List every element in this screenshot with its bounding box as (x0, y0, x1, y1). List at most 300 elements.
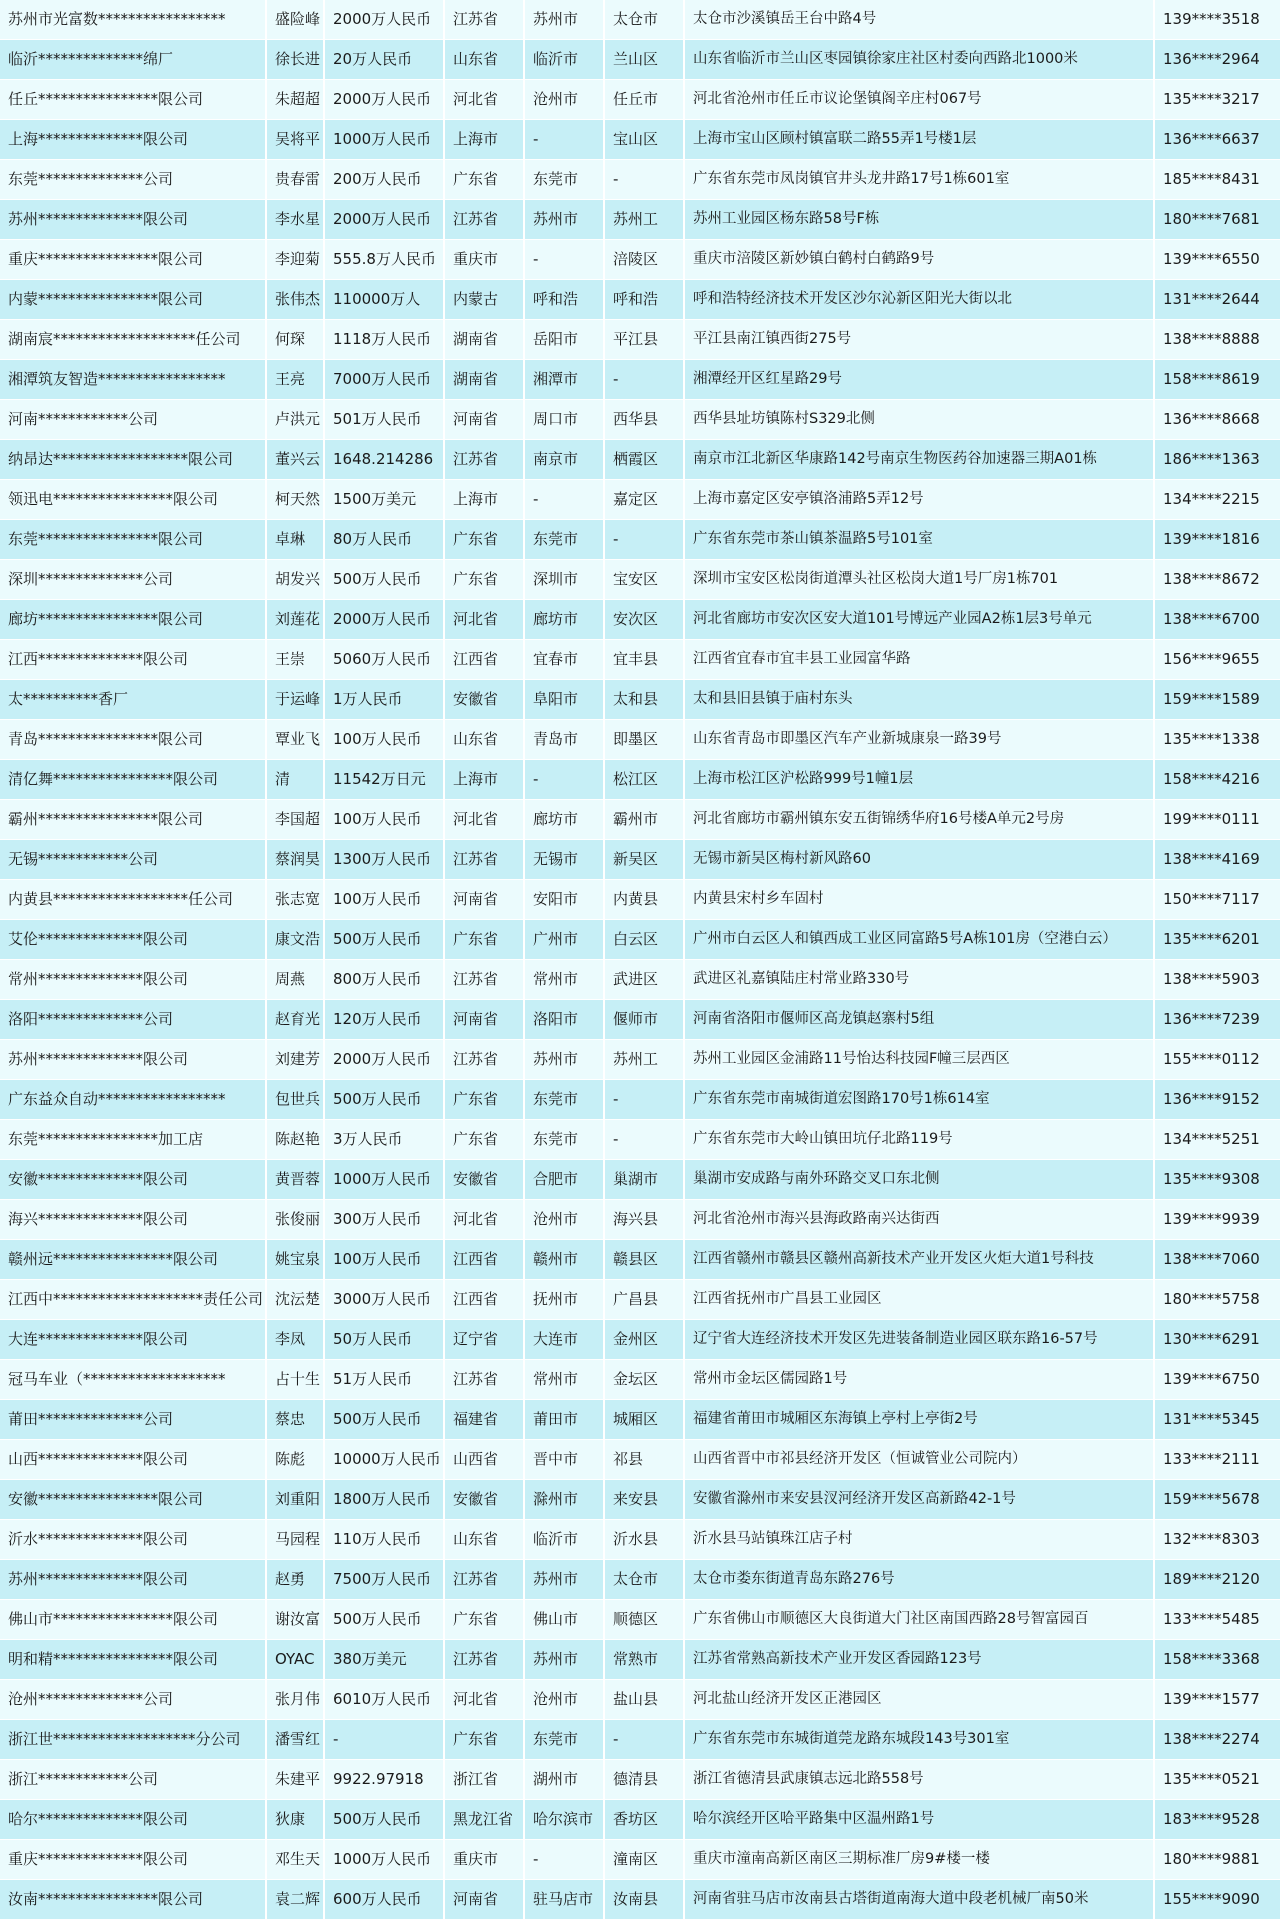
table-row[interactable] (0, 1440, 1280, 1480)
company-name-cell: 安徽****************限公司 (0, 1480, 266, 1520)
table-row[interactable] (0, 1240, 1280, 1280)
table-row[interactable] (0, 1280, 1280, 1320)
address-cell: 广东省东莞市南城街道宏图路170号1栋614室 (684, 1080, 1154, 1120)
address-cell: 广东省东莞市茶山镇茶温路5号101室 (684, 520, 1154, 560)
table-row[interactable] (0, 960, 1280, 1000)
registered-capital-cell: 110万人民币 (324, 1520, 444, 1560)
legal-person-cell: 胡发兴 (266, 560, 324, 600)
address-cell: 上海市宝山区顾村镇富联二路55弄1号楼1层 (684, 120, 1154, 160)
province-cell: 安徽省 (444, 1480, 524, 1520)
province-cell: 江苏省 (444, 1360, 524, 1400)
province-cell: 重庆市 (444, 1840, 524, 1880)
table-row[interactable] (0, 520, 1280, 560)
registered-capital-cell: 500万人民币 (324, 920, 444, 960)
address-cell: 广东省东莞市凤岗镇官井头龙井路17号1栋601室 (684, 160, 1154, 200)
registered-capital-cell: 501万人民币 (324, 400, 444, 440)
province-cell: 河南省 (444, 1000, 524, 1040)
district-cell: 呼和浩 (604, 280, 684, 320)
company-name-cell: 内黄县******************任公司 (0, 880, 266, 920)
district-cell: 宝山区 (604, 120, 684, 160)
city-cell: 洛阳市 (524, 1000, 604, 1040)
registered-capital-cell: 1万人民币 (324, 680, 444, 720)
address-cell: 广东省东莞市大岭山镇田坑仔北路119号 (684, 1120, 1154, 1160)
company-name-cell: 深圳**************公司 (0, 560, 266, 600)
legal-person-cell: 蔡润昊 (266, 840, 324, 880)
company-name-cell: 浙江************公司 (0, 1760, 266, 1800)
legal-person-cell: 李凤 (266, 1320, 324, 1360)
registered-capital-cell: 120万人民币 (324, 1000, 444, 1040)
table-row[interactable] (0, 480, 1280, 520)
registered-capital-cell: 10000万人民币 (324, 1440, 444, 1480)
province-cell: 湖南省 (444, 320, 524, 360)
registered-capital-cell: 11542万日元 (324, 760, 444, 800)
city-cell: - (524, 480, 604, 520)
legal-person-cell: 朱超超 (266, 80, 324, 120)
registered-capital-cell: 1000万人民币 (324, 1840, 444, 1880)
company-name-cell: 上海**************限公司 (0, 120, 266, 160)
phone-cell: 133****2111 (1154, 1440, 1280, 1480)
phone-cell: 139****1577 (1154, 1680, 1280, 1720)
registered-capital-cell: 1000万人民币 (324, 120, 444, 160)
table-row[interactable] (0, 1080, 1280, 1120)
legal-person-cell: 狄康 (266, 1800, 324, 1840)
district-cell: 松江区 (604, 760, 684, 800)
company-name-cell: 常州**************限公司 (0, 960, 266, 1000)
phone-cell: 155****9090 (1154, 1880, 1280, 1920)
company-name-cell: 东莞**************公司 (0, 160, 266, 200)
registered-capital-cell: 600万人民币 (324, 1880, 444, 1920)
city-cell: 常州市 (524, 1360, 604, 1400)
address-cell: 江西省赣州市赣县区赣州高新技术产业开发区火炬大道1号科技 (684, 1240, 1154, 1280)
legal-person-cell: 袁二辉 (266, 1880, 324, 1920)
table-row[interactable] (0, 560, 1280, 600)
phone-cell: 180****9881 (1154, 1840, 1280, 1880)
province-cell: 山东省 (444, 40, 524, 80)
legal-person-cell: 徐长进 (266, 40, 324, 80)
address-cell: 河南省洛阳市偃师区高龙镇赵寨村5组 (684, 1000, 1154, 1040)
legal-person-cell: 卢洪元 (266, 400, 324, 440)
legal-person-cell: 何琛 (266, 320, 324, 360)
address-cell: 无锡市新吴区梅村新风路60 (684, 840, 1154, 880)
company-name-cell: 沂水**************限公司 (0, 1520, 266, 1560)
table-row[interactable] (0, 80, 1280, 120)
table-row[interactable] (0, 1120, 1280, 1160)
table-row[interactable] (0, 440, 1280, 480)
legal-person-cell: 邓生天 (266, 1840, 324, 1880)
district-cell: 金州区 (604, 1320, 684, 1360)
phone-cell: 139****1816 (1154, 520, 1280, 560)
legal-person-cell: 贵春雷 (266, 160, 324, 200)
city-cell: 沧州市 (524, 1680, 604, 1720)
registered-capital-cell: 80万人民币 (324, 520, 444, 560)
registered-capital-cell: 3万人民币 (324, 1120, 444, 1160)
company-name-cell: 广东益众自动***************** (0, 1080, 266, 1120)
registered-capital-cell: 800万人民币 (324, 960, 444, 1000)
address-cell: 重庆市涪陵区新妙镇白鹤村白鹤路9号 (684, 240, 1154, 280)
phone-cell: 135****3217 (1154, 80, 1280, 120)
registered-capital-cell: 500万人民币 (324, 1400, 444, 1440)
phone-cell: 136****7239 (1154, 1000, 1280, 1040)
address-cell: 河北省沧州市海兴县海政路南兴达街西 (684, 1200, 1154, 1240)
company-name-cell: 任丘****************限公司 (0, 80, 266, 120)
company-name-cell: 汝南****************限公司 (0, 1880, 266, 1920)
district-cell: 汝南县 (604, 1880, 684, 1920)
district-cell: 平江县 (604, 320, 684, 360)
district-cell: 来安县 (604, 1480, 684, 1520)
province-cell: 山西省 (444, 1440, 524, 1480)
legal-person-cell: 姚宝泉 (266, 1240, 324, 1280)
city-cell: 湘潭市 (524, 360, 604, 400)
registered-capital-cell: 200万人民币 (324, 160, 444, 200)
registered-capital-cell: 500万人民币 (324, 1080, 444, 1120)
registered-capital-cell: 500万人民币 (324, 1800, 444, 1840)
province-cell: 江苏省 (444, 1040, 524, 1080)
phone-cell: 158****8619 (1154, 360, 1280, 400)
address-cell: 平江县南江镇西街275号 (684, 320, 1154, 360)
province-cell: 上海市 (444, 120, 524, 160)
province-cell: 广东省 (444, 920, 524, 960)
registered-capital-cell: 20万人民币 (324, 40, 444, 80)
registered-capital-cell: 2000万人民币 (324, 1040, 444, 1080)
legal-person-cell: 张俊丽 (266, 1200, 324, 1240)
district-cell: 苏州工 (604, 200, 684, 240)
district-cell: 金坛区 (604, 1360, 684, 1400)
table-row[interactable] (0, 240, 1280, 280)
registered-capital-cell: 1648.214286 (324, 440, 444, 480)
city-cell: 广州市 (524, 920, 604, 960)
province-cell: 浙江省 (444, 1760, 524, 1800)
table-row[interactable] (0, 680, 1280, 720)
phone-cell: 136****8668 (1154, 400, 1280, 440)
phone-cell: 136****9152 (1154, 1080, 1280, 1120)
address-cell: 上海市嘉定区安亭镇洛浦路5弄12号 (684, 480, 1154, 520)
province-cell: 黑龙江省 (444, 1800, 524, 1840)
table-row[interactable] (0, 880, 1280, 920)
district-cell: 即墨区 (604, 720, 684, 760)
phone-cell: 139****6750 (1154, 1360, 1280, 1400)
address-cell: 苏州工业园区金浦路11号怡达科技园F幢三层西区 (684, 1040, 1154, 1080)
city-cell: 抚州市 (524, 1280, 604, 1320)
legal-person-cell: 张志宽 (266, 880, 324, 920)
table-row[interactable] (0, 40, 1280, 80)
company-name-cell: 安徽**************限公司 (0, 1160, 266, 1200)
province-cell: 山东省 (444, 720, 524, 760)
province-cell: 江苏省 (444, 0, 524, 40)
phone-cell: 134****5251 (1154, 1120, 1280, 1160)
legal-person-cell: 黄晋蓉 (266, 1160, 324, 1200)
district-cell: 任丘市 (604, 80, 684, 120)
address-cell: 河北省沧州市任丘市议论堡镇阁辛庄村067号 (684, 80, 1154, 120)
table-row[interactable] (0, 1880, 1280, 1920)
legal-person-cell: 马园程 (266, 1520, 324, 1560)
company-name-cell: 苏州**************限公司 (0, 1040, 266, 1080)
table-row[interactable] (0, 1840, 1280, 1880)
province-cell: 福建省 (444, 1400, 524, 1440)
address-cell: 常州市金坛区儒园路1号 (684, 1360, 1154, 1400)
phone-cell: 159****1589 (1154, 680, 1280, 720)
district-cell: 盐山县 (604, 1680, 684, 1720)
table-row[interactable] (0, 1200, 1280, 1240)
company-name-cell: 纳昂达******************限公司 (0, 440, 266, 480)
phone-cell: 189****2120 (1154, 1560, 1280, 1600)
registered-capital-cell: 555.8万人民币 (324, 240, 444, 280)
table-row[interactable] (0, 1600, 1280, 1640)
address-cell: 内黄县宋村乡车固村 (684, 880, 1154, 920)
province-cell: 河南省 (444, 880, 524, 920)
city-cell: 合肥市 (524, 1160, 604, 1200)
legal-person-cell: 刘莲花 (266, 600, 324, 640)
province-cell: 安徽省 (444, 680, 524, 720)
table-row[interactable] (0, 1040, 1280, 1080)
phone-cell: 135****9308 (1154, 1160, 1280, 1200)
phone-cell: 158****3368 (1154, 1640, 1280, 1680)
registered-capital-cell: 110000万人 (324, 280, 444, 320)
table-row[interactable] (0, 1520, 1280, 1560)
table-row[interactable] (0, 1800, 1280, 1840)
district-cell: 武进区 (604, 960, 684, 1000)
district-cell: 香坊区 (604, 1800, 684, 1840)
district-cell: 西华县 (604, 400, 684, 440)
table-row[interactable] (0, 1680, 1280, 1720)
address-cell: 山东省临沂市兰山区枣园镇徐家庄社区村委向西路北1000米 (684, 40, 1154, 80)
table-row[interactable] (0, 1400, 1280, 1440)
city-cell: 东莞市 (524, 1120, 604, 1160)
table-row[interactable] (0, 760, 1280, 800)
address-cell: 江西省宜春市宜丰县工业园富华路 (684, 640, 1154, 680)
district-cell: 内黄县 (604, 880, 684, 920)
province-cell: 重庆市 (444, 240, 524, 280)
address-cell: 呼和浩特经济技术开发区沙尔沁新区阳光大街以北 (684, 280, 1154, 320)
phone-cell: 138****2274 (1154, 1720, 1280, 1760)
table-row[interactable] (0, 120, 1280, 160)
table-row[interactable] (0, 0, 1280, 40)
phone-cell: 185****8431 (1154, 160, 1280, 200)
company-name-cell: 浙江世*******************分公司 (0, 1720, 266, 1760)
city-cell: 岳阳市 (524, 320, 604, 360)
table-row[interactable] (0, 400, 1280, 440)
table-row[interactable] (0, 920, 1280, 960)
legal-person-cell: 张伟杰 (266, 280, 324, 320)
company-name-cell: 太**********香厂 (0, 680, 266, 720)
table-row[interactable] (0, 600, 1280, 640)
address-cell: 哈尔滨经开区哈平路集中区温州路1号 (684, 1800, 1154, 1840)
district-cell: 太和县 (604, 680, 684, 720)
district-cell: - (604, 1720, 684, 1760)
table-row[interactable] (0, 1360, 1280, 1400)
company-name-cell: 临沂**************绵厂 (0, 40, 266, 80)
legal-person-cell: 柯天然 (266, 480, 324, 520)
registered-capital-cell: 1118万人民币 (324, 320, 444, 360)
table-row[interactable] (0, 1640, 1280, 1680)
company-name-cell: 青岛****************限公司 (0, 720, 266, 760)
province-cell: 辽宁省 (444, 1320, 524, 1360)
district-cell: 霸州市 (604, 800, 684, 840)
legal-person-cell: 王亮 (266, 360, 324, 400)
table-row[interactable] (0, 280, 1280, 320)
city-cell: - (524, 240, 604, 280)
phone-cell: 136****2964 (1154, 40, 1280, 80)
district-cell: 兰山区 (604, 40, 684, 80)
province-cell: 广东省 (444, 1720, 524, 1760)
address-cell: 湘潭经开区红星路29号 (684, 360, 1154, 400)
phone-cell: 134****2215 (1154, 480, 1280, 520)
city-cell: 东莞市 (524, 520, 604, 560)
city-cell: 佛山市 (524, 1600, 604, 1640)
district-cell: 宜丰县 (604, 640, 684, 680)
district-cell: 安次区 (604, 600, 684, 640)
company-name-cell: 海兴**************限公司 (0, 1200, 266, 1240)
legal-person-cell: 占十生 (266, 1360, 324, 1400)
address-cell: 浙江省德清县武康镇志远北路558号 (684, 1760, 1154, 1800)
city-cell: 东莞市 (524, 1720, 604, 1760)
address-cell: 安徽省滁州市来安县汊河经济开发区高新路42-1号 (684, 1480, 1154, 1520)
legal-person-cell: 清 (266, 760, 324, 800)
district-cell: - (604, 1120, 684, 1160)
province-cell: 河北省 (444, 600, 524, 640)
city-cell: 苏州市 (524, 200, 604, 240)
phone-cell: 139****6550 (1154, 240, 1280, 280)
company-name-cell: 重庆**************限公司 (0, 1840, 266, 1880)
legal-person-cell: 刘重阳 (266, 1480, 324, 1520)
address-cell: 上海市松江区沪松路999号1幢1层 (684, 760, 1154, 800)
company-name-cell: 霸州****************限公司 (0, 800, 266, 840)
province-cell: 湖南省 (444, 360, 524, 400)
phone-cell: 156****9655 (1154, 640, 1280, 680)
city-cell: 沧州市 (524, 1200, 604, 1240)
table-row[interactable] (0, 800, 1280, 840)
address-cell: 南京市江北新区华康路142号南京生物医药谷加速器三期A01栋 (684, 440, 1154, 480)
company-name-cell: 东莞****************加工店 (0, 1120, 266, 1160)
table-row[interactable] (0, 360, 1280, 400)
table-row[interactable] (0, 1480, 1280, 1520)
company-name-cell: 东莞****************限公司 (0, 520, 266, 560)
company-name-cell: 山西**************限公司 (0, 1440, 266, 1480)
table-row[interactable] (0, 1560, 1280, 1600)
province-cell: 江苏省 (444, 1640, 524, 1680)
table-row[interactable] (0, 1320, 1280, 1360)
phone-cell: 155****0112 (1154, 1040, 1280, 1080)
table-row[interactable] (0, 320, 1280, 360)
legal-person-cell: 盛险峰 (266, 0, 324, 40)
city-cell: 安阳市 (524, 880, 604, 920)
table-row[interactable] (0, 1720, 1280, 1760)
registered-capital-cell: - (324, 1720, 444, 1760)
phone-cell: 133****5485 (1154, 1600, 1280, 1640)
company-name-cell: 苏州**************限公司 (0, 200, 266, 240)
phone-cell: 138****6700 (1154, 600, 1280, 640)
table-row[interactable] (0, 160, 1280, 200)
registered-capital-cell: 1500万美元 (324, 480, 444, 520)
province-cell: 河北省 (444, 80, 524, 120)
company-name-cell: 莆田**************公司 (0, 1400, 266, 1440)
address-cell: 山西省晋中市祁县经济开发区（恒诚管业公司院内） (684, 1440, 1154, 1480)
address-cell: 太仓市娄东街道青岛东路276号 (684, 1560, 1154, 1600)
registered-capital-cell: 380万美元 (324, 1640, 444, 1680)
district-cell: 白云区 (604, 920, 684, 960)
province-cell: 广东省 (444, 560, 524, 600)
city-cell: 苏州市 (524, 1640, 604, 1680)
legal-person-cell: OYAC (266, 1640, 324, 1680)
table-row[interactable] (0, 1000, 1280, 1040)
phone-cell: 131****5345 (1154, 1400, 1280, 1440)
phone-cell: 138****8672 (1154, 560, 1280, 600)
city-cell: 呼和浩 (524, 280, 604, 320)
table-row[interactable] (0, 200, 1280, 240)
company-name-cell: 无锡************公司 (0, 840, 266, 880)
table-row[interactable] (0, 840, 1280, 880)
registered-capital-cell: 50万人民币 (324, 1320, 444, 1360)
company-name-cell: 苏州市光富数***************** (0, 0, 266, 40)
phone-cell: 139****3518 (1154, 0, 1280, 40)
table-row[interactable] (0, 1760, 1280, 1800)
city-cell: - (524, 760, 604, 800)
address-cell: 河南省驻马店市汝南县古塔街道南海大道中段老机械厂南50米 (684, 1880, 1154, 1920)
district-cell: 新吴区 (604, 840, 684, 880)
city-cell: 沧州市 (524, 80, 604, 120)
city-cell: 无锡市 (524, 840, 604, 880)
company-name-cell: 佛山市****************限公司 (0, 1600, 266, 1640)
province-cell: 广东省 (444, 1080, 524, 1120)
province-cell: 河南省 (444, 1880, 524, 1920)
legal-person-cell: 陈彪 (266, 1440, 324, 1480)
city-cell: 南京市 (524, 440, 604, 480)
company-name-cell: 重庆****************限公司 (0, 240, 266, 280)
province-cell: 河北省 (444, 1200, 524, 1240)
table-row[interactable] (0, 1160, 1280, 1200)
city-cell: 莆田市 (524, 1400, 604, 1440)
address-cell: 广东省佛山市顺德区大良街道大门社区南国西路28号智富园百 (684, 1600, 1154, 1640)
registered-capital-cell: 2000万人民币 (324, 200, 444, 240)
legal-person-cell: 卓琳 (266, 520, 324, 560)
address-cell: 江苏省常熟高新技术产业开发区香园路123号 (684, 1640, 1154, 1680)
phone-cell: 199****0111 (1154, 800, 1280, 840)
province-cell: 江苏省 (444, 840, 524, 880)
phone-cell: 130****6291 (1154, 1320, 1280, 1360)
district-cell: 栖霞区 (604, 440, 684, 480)
phone-cell: 138****4169 (1154, 840, 1280, 880)
company-name-cell: 清亿舞****************限公司 (0, 760, 266, 800)
province-cell: 广东省 (444, 1600, 524, 1640)
company-name-cell: 江西**************限公司 (0, 640, 266, 680)
registered-capital-cell: 7000万人民币 (324, 360, 444, 400)
registered-capital-cell: 6010万人民币 (324, 1680, 444, 1720)
address-cell: 河北省廊坊市霸州镇东安五街锦绣华府16号楼A单元2号房 (684, 800, 1154, 840)
phone-cell: 135****0521 (1154, 1760, 1280, 1800)
city-cell: 廊坊市 (524, 600, 604, 640)
registered-capital-cell: 1300万人民币 (324, 840, 444, 880)
phone-cell: 138****8888 (1154, 320, 1280, 360)
district-cell: 祁县 (604, 1440, 684, 1480)
table-row[interactable] (0, 720, 1280, 760)
city-cell: 阜阳市 (524, 680, 604, 720)
legal-person-cell: 谢汝富 (266, 1600, 324, 1640)
address-cell: 太和县旧县镇于庙村东头 (684, 680, 1154, 720)
registered-capital-cell: 5060万人民币 (324, 640, 444, 680)
registered-capital-cell: 7500万人民币 (324, 1560, 444, 1600)
table-row[interactable] (0, 640, 1280, 680)
city-cell: 苏州市 (524, 1560, 604, 1600)
district-cell: 沂水县 (604, 1520, 684, 1560)
registered-capital-cell: 2000万人民币 (324, 0, 444, 40)
city-cell: - (524, 1840, 604, 1880)
company-name-cell: 大连**************限公司 (0, 1320, 266, 1360)
registered-capital-cell: 2000万人民币 (324, 600, 444, 640)
city-cell: 临沂市 (524, 40, 604, 80)
registered-capital-cell: 500万人民币 (324, 1600, 444, 1640)
province-cell: 广东省 (444, 1120, 524, 1160)
city-cell: 滁州市 (524, 1480, 604, 1520)
phone-cell: 183****9528 (1154, 1800, 1280, 1840)
